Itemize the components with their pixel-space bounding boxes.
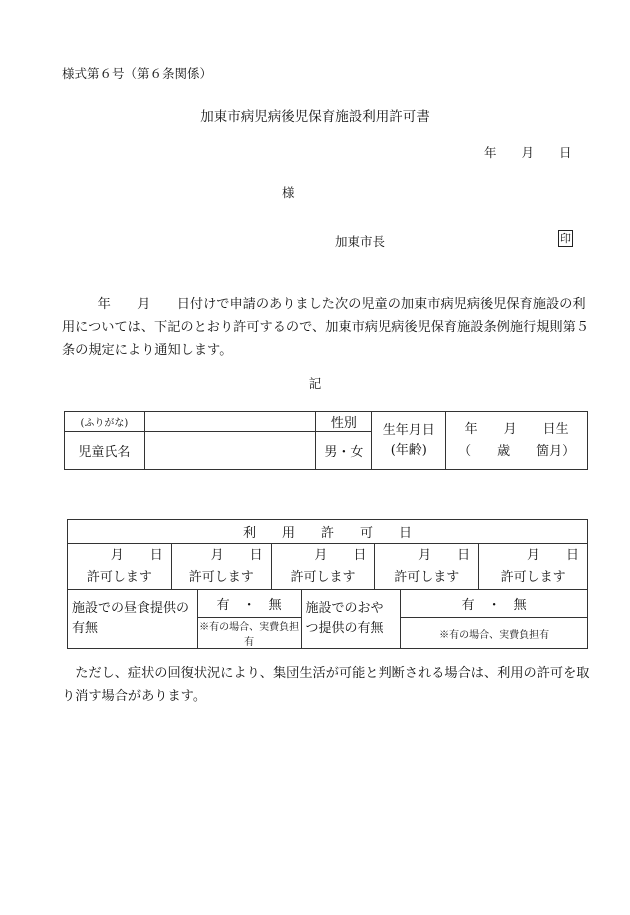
sex-label: 性別 xyxy=(316,412,372,432)
permit-days-row xyxy=(68,544,588,590)
permit-day-4[interactable] xyxy=(375,544,479,590)
permit-day-1[interactable] xyxy=(68,544,172,590)
permit-day-3-date: 月 日 xyxy=(314,547,367,563)
permit-day-3-status: 許可します xyxy=(290,569,356,585)
snack-value[interactable]: 有 ・ 無 xyxy=(401,590,588,618)
lunch-value[interactable]: 有 ・ 無 xyxy=(197,590,301,618)
furigana-field[interactable] xyxy=(144,412,316,432)
name-label: 児童氏名 xyxy=(65,432,145,470)
form-number: 様式第６号（第６条関係） xyxy=(62,66,213,81)
permit-day-4-date: 月 日 xyxy=(418,547,471,563)
permit-day-1-date: 月 日 xyxy=(110,547,163,563)
birth-label-1: 生年月日 xyxy=(382,422,435,438)
birth-value-1: 年 月 日生 xyxy=(464,421,569,437)
permit-day-2-status: 許可します xyxy=(188,569,254,585)
permit-day-5[interactable] xyxy=(479,544,588,590)
furigana-label: (ふりがな) xyxy=(65,412,145,432)
name-field[interactable] xyxy=(144,432,316,470)
notice-paragraph xyxy=(62,293,592,362)
permit-day-3[interactable] xyxy=(271,544,375,590)
lunch-note: ※有の場合、実費負担有 xyxy=(197,618,301,649)
permit-day-2[interactable] xyxy=(171,544,271,590)
birth-value-2: （ 歳 箇月） xyxy=(458,443,576,459)
permit-day-1-status: 許可します xyxy=(86,569,152,585)
footer-note xyxy=(62,662,592,708)
notice-text: 年 月 日付けで申請のありました次の児童の加東市病児病後児保育施設の利用については、下記のとおり許可するので、加東市病児病後児保育施設条例施行規則第５条の規定により通知します。 xyxy=(62,297,589,358)
permit-day-2-date: 月 日 xyxy=(210,547,263,563)
sex-value[interactable]: 男・女 xyxy=(316,432,372,470)
birth-value xyxy=(446,412,588,470)
child-info-table xyxy=(64,411,588,470)
permit-header: 利 用 許 可 日 xyxy=(68,520,588,544)
snack-note: ※有の場合、実費負担有 xyxy=(401,618,588,649)
footer-note-text: ただし、症状の回復状況により、集団生活が可能と判断される場合は、利用の許可を取り消す場合があります。 xyxy=(62,666,590,704)
seal-mark: 印 xyxy=(560,232,571,245)
permit-day-5-date: 月 日 xyxy=(526,547,579,563)
snack-label: 施設でのおやつ提供の有無 xyxy=(301,590,401,649)
permit-day-5-status: 許可します xyxy=(500,569,566,585)
permit-day-4-status: 許可します xyxy=(394,569,460,585)
birth-label-2: (年齢) xyxy=(390,442,427,458)
issuer-name: 加東市長 xyxy=(335,234,386,249)
issue-date: 年 月 日 xyxy=(484,145,572,160)
birth-label xyxy=(372,412,446,470)
addressee-suffix: 様 xyxy=(282,185,295,200)
document-title: 加東市病児病後児保育施設利用許可書 xyxy=(200,109,430,125)
permit-table xyxy=(67,519,588,649)
lunch-label: 施設での昼食提供の有無 xyxy=(68,590,198,649)
ki-heading: 記 xyxy=(308,376,322,391)
